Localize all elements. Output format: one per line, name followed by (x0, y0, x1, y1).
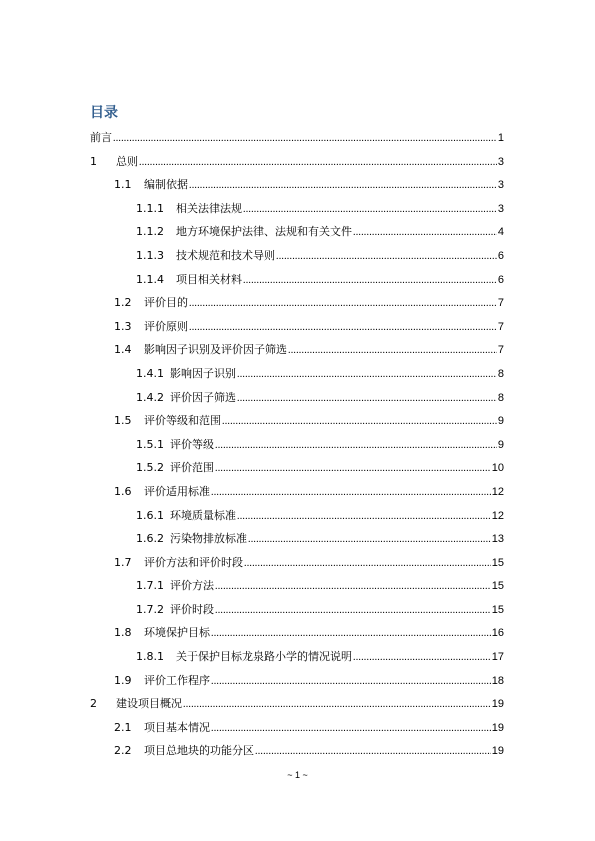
toc-entry-page-number: 9 (497, 415, 504, 428)
toc-entry-page-number: 19 (491, 698, 504, 711)
toc-entry-number: 1.8 (114, 626, 132, 640)
toc-entry[interactable] (90, 645, 504, 669)
toc-entry-label: 影响因子识别 (170, 366, 236, 380)
toc-entry-page-number: 8 (497, 367, 504, 380)
toc-entry-label: 评价工作程序 (144, 673, 210, 687)
toc-leader-dots (189, 316, 497, 340)
toc-entry[interactable] (90, 480, 504, 504)
toc-entry-number: 1.2 (114, 296, 132, 310)
toc-entry[interactable] (90, 315, 504, 339)
toc-entry[interactable] (90, 527, 504, 551)
toc-entry[interactable] (90, 150, 504, 174)
toc-leader-dots (237, 505, 491, 529)
toc-entry-page-number: 17 (491, 651, 504, 664)
toc-entry-label: 关于保护目标龙泉路小学的情况说明 (176, 650, 352, 664)
toc-entry[interactable] (90, 456, 504, 480)
toc-entry-number: 1.7.1 (136, 579, 164, 593)
toc-entry-number: 1.1.4 (136, 272, 164, 286)
toc-entry-label: 前言 (90, 131, 112, 144)
toc-entry-number: 2 (90, 697, 97, 711)
toc-entry-page-number: 7 (497, 297, 504, 310)
toc-entry[interactable] (90, 409, 504, 433)
toc-entry-page-number: 4 (497, 226, 504, 239)
toc-leader-dots (255, 740, 491, 764)
toc-entry-number: 1.9 (114, 673, 132, 687)
toc-entry-page-number: 19 (491, 745, 504, 758)
toc-entry-label: 评价方法 (170, 579, 214, 593)
toc-entry[interactable] (90, 291, 504, 315)
toc-entry-page-number: 15 (491, 556, 504, 569)
toc-entry-page-number: 9 (497, 438, 504, 451)
toc-entry-label: 总则 (116, 154, 138, 168)
toc-leader-dots (139, 151, 497, 175)
toc-entry[interactable] (90, 433, 504, 457)
toc-entry-number: 2.2 (114, 744, 132, 758)
toc-entry-number: 1.4.1 (136, 366, 164, 380)
toc-entry-number: 1.1.1 (136, 201, 164, 215)
toc-entry-page-number: 3 (497, 202, 504, 215)
toc-entry[interactable] (90, 244, 504, 268)
toc-entry-number: 1.3 (114, 319, 132, 333)
toc-entry[interactable] (90, 669, 504, 693)
toc-leader-dots (215, 599, 491, 623)
toc-leader-dots (211, 717, 491, 741)
toc-entry-page-number: 18 (491, 674, 504, 687)
toc-entry-number: 1.4.2 (136, 390, 164, 404)
toc-entry-label: 评价方法和评价时段 (144, 555, 243, 569)
toc-entry[interactable] (90, 574, 504, 598)
toc-entry-number: 2.1 (114, 720, 132, 734)
page-footer: ~ 1 ~ (287, 770, 308, 780)
toc-entry-label: 项目总地块的功能分区 (144, 744, 254, 758)
toc-leader-dots (113, 127, 497, 151)
toc-entry-number: 1.6 (114, 484, 132, 498)
toc-leader-dots (353, 646, 491, 670)
table-of-contents (90, 126, 504, 763)
toc-leader-dots (189, 292, 497, 316)
toc-entry-page-number: 12 (491, 509, 504, 522)
toc-entry-number: 1.1.3 (136, 248, 164, 262)
toc-entry-label: 编制依据 (144, 178, 188, 192)
toc-entry-number: 1.6.2 (136, 532, 164, 546)
toc-leader-dots (189, 174, 497, 198)
toc-entry[interactable] (90, 197, 504, 221)
toc-entry-label: 项目基本情况 (144, 720, 210, 734)
toc-entry-page-number: 6 (497, 273, 504, 286)
toc-entry-number: 1.4 (114, 343, 132, 357)
toc-entry-number: 1.7.2 (136, 602, 164, 616)
toc-entry-label: 评价等级和范围 (144, 414, 221, 428)
toc-entry-page-number: 3 (497, 155, 504, 168)
toc-entry[interactable] (90, 504, 504, 528)
toc-leader-dots (353, 221, 497, 245)
toc-entry-label: 建设项目概况 (116, 697, 182, 711)
toc-entry[interactable] (90, 598, 504, 622)
toc-entry-number: 1 (90, 154, 97, 168)
toc-entry-page-number: 3 (497, 179, 504, 192)
toc-entry[interactable] (90, 551, 504, 575)
toc-entry[interactable] (90, 386, 504, 410)
toc-entry-label: 技术规范和技术导则 (176, 248, 275, 262)
toc-leader-dots (211, 622, 491, 646)
toc-leader-dots (276, 245, 497, 269)
toc-entry-label: 评价等级 (170, 437, 214, 451)
toc-leader-dots (215, 457, 491, 481)
toc-entry[interactable] (90, 220, 504, 244)
toc-leader-dots (288, 339, 497, 363)
toc-entry-page-number: 7 (497, 344, 504, 357)
toc-entry-page-number: 15 (491, 580, 504, 593)
toc-entry[interactable] (90, 268, 504, 292)
toc-entry-number: 1.7 (114, 555, 132, 569)
toc-title: 目录 (90, 105, 118, 121)
toc-entry[interactable] (90, 362, 504, 386)
toc-entry-page-number: 19 (491, 721, 504, 734)
toc-entry-number: 1.6.1 (136, 508, 164, 522)
toc-entry-page-number: 1 (497, 132, 504, 144)
toc-entry-label: 评价原则 (144, 319, 188, 333)
toc-leader-dots (244, 552, 491, 576)
toc-entry-number: 1.8.1 (136, 650, 164, 664)
toc-leader-dots (237, 387, 497, 411)
toc-entry-label: 评价时段 (170, 602, 214, 616)
toc-entry-page-number: 16 (491, 627, 504, 640)
toc-entry-page-number: 7 (497, 320, 504, 333)
toc-entry[interactable] (90, 621, 504, 645)
toc-entry-label: 环境保护目标 (144, 626, 210, 640)
toc-entry-number: 1.5.2 (136, 461, 164, 475)
toc-entry-number: 1.5.1 (136, 437, 164, 451)
toc-entry[interactable] (90, 739, 504, 763)
toc-entry-label: 环境质量标准 (170, 508, 236, 522)
toc-entry[interactable] (90, 716, 504, 740)
toc-entry-number: 1.1.2 (136, 225, 164, 239)
toc-entry-label: 地方环境保护法律、法规和有关文件 (176, 225, 352, 239)
toc-entry-label: 评价目的 (144, 296, 188, 310)
toc-entry[interactable] (90, 692, 504, 716)
toc-entry[interactable] (90, 173, 504, 197)
toc-entry-label: 项目相关材料 (176, 272, 242, 286)
toc-leader-dots (243, 269, 497, 293)
toc-entry-page-number: 12 (491, 485, 504, 498)
toc-entry-page-number: 6 (497, 249, 504, 262)
toc-entry-label: 评价范围 (170, 461, 214, 475)
toc-entry-page-number: 15 (491, 603, 504, 616)
toc-leader-dots (243, 198, 497, 222)
toc-entry[interactable] (90, 338, 504, 362)
toc-leader-dots (211, 481, 491, 505)
toc-entry-label: 影响因子识别及评价因子筛选 (144, 343, 287, 357)
toc-entry-label: 污染物排放标准 (170, 532, 247, 546)
toc-entry[interactable] (90, 126, 504, 150)
toc-leader-dots (222, 410, 497, 434)
toc-leader-dots (215, 434, 497, 458)
toc-leader-dots (237, 363, 497, 387)
toc-entry-label: 评价因子筛选 (170, 390, 236, 404)
toc-leader-dots (248, 528, 491, 552)
toc-entry-number: 1.5 (114, 414, 132, 428)
toc-entry-number: 1.1 (114, 178, 132, 192)
toc-entry-label: 相关法律法规 (176, 201, 242, 215)
toc-entry-page-number: 8 (497, 391, 504, 404)
toc-leader-dots (183, 693, 491, 717)
toc-entry-page-number: 10 (491, 462, 504, 475)
toc-leader-dots (211, 670, 491, 694)
toc-leader-dots (215, 575, 491, 599)
toc-entry-label: 评价适用标准 (144, 484, 210, 498)
toc-entry-page-number: 13 (491, 533, 504, 546)
